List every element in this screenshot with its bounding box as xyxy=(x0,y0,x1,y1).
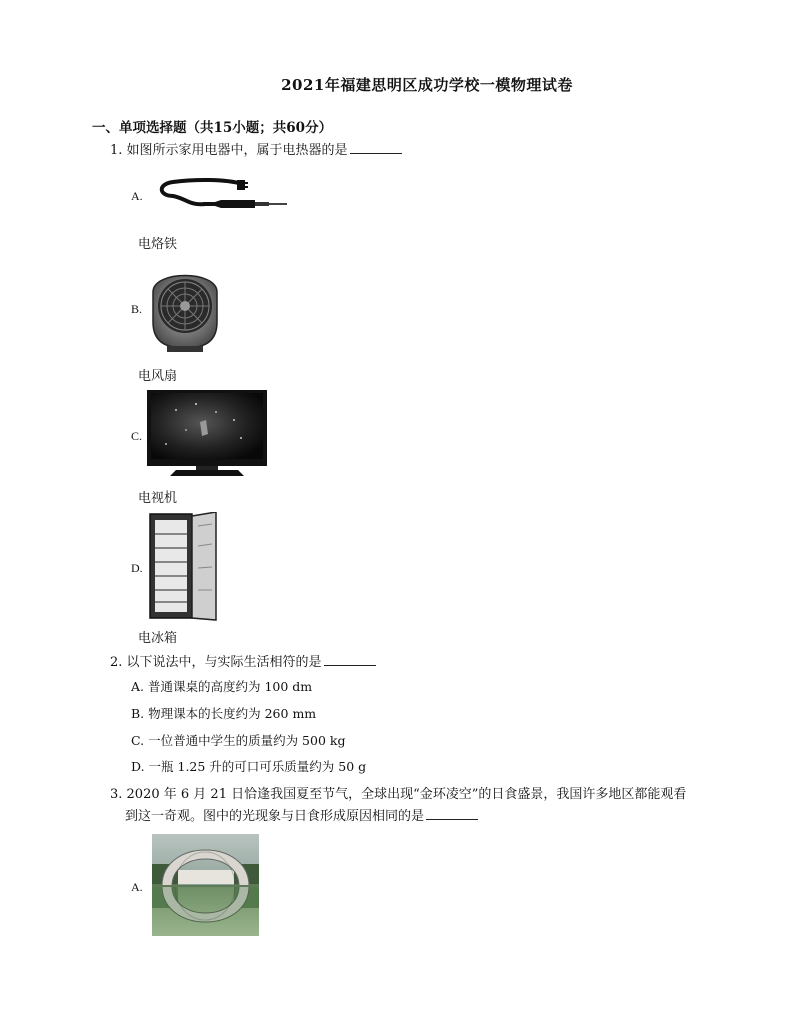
question-1-text: 1. 如图所示家用电器中，属于电热器的是 xyxy=(110,143,348,158)
q2-option-b[interactable]: B. 物理课本的长度约为 260 mm xyxy=(131,706,317,721)
question-3-stem-line2 xyxy=(125,806,478,828)
answer-blank xyxy=(426,807,478,820)
q1-option-a-caption: 电烙铁 xyxy=(138,237,178,252)
electric-fan-image xyxy=(145,262,225,354)
q2-option-a[interactable]: A. 普通课桌的高度约为 100 dm xyxy=(131,679,313,694)
television-image xyxy=(146,390,268,478)
q1-option-c-caption: 电视机 xyxy=(138,491,178,506)
question-1-stem xyxy=(110,140,402,162)
soldering-iron-image xyxy=(155,176,290,216)
q1-option-a-label[interactable]: A. xyxy=(131,189,143,203)
question-2-stem xyxy=(110,652,376,674)
q3-option-a-label[interactable]: A. xyxy=(131,880,143,894)
q1-option-c-label[interactable]: C. xyxy=(131,429,143,443)
q1-option-d-label[interactable]: D. xyxy=(131,561,143,575)
exam-title: 2021年福建思明区成功学校一模物理试卷 xyxy=(281,76,573,94)
answer-blank xyxy=(324,653,376,666)
section-header: 一、单项选择题（共15小题；共60分） xyxy=(92,120,333,136)
question-3-text: 到这一奇观。图中的光现象与日食形成原因相同的是 xyxy=(125,809,425,824)
q2-option-d[interactable]: D. 一瓶 1.25 升的可口可乐质量约为 50 g xyxy=(131,759,367,774)
bridge-reflection-image xyxy=(152,834,259,936)
question-2-text: 2. 以下说法中，与实际生活相符的是 xyxy=(110,655,322,670)
q1-option-b-label[interactable]: B. xyxy=(131,302,143,316)
refrigerator-image xyxy=(148,512,220,622)
q2-option-c[interactable]: C. 一位普通中学生的质量约为 500 kg xyxy=(131,733,346,748)
q1-option-b-caption: 电风扇 xyxy=(138,369,178,384)
q1-option-d-caption: 电冰箱 xyxy=(138,631,178,646)
answer-blank xyxy=(350,141,402,154)
question-3-stem-line1: 3. 2020 年 6 月 21 日恰逢我国夏至节气，全球出现“金环凌空”的日食盛景，我国许多地区都能观看 xyxy=(110,787,687,802)
